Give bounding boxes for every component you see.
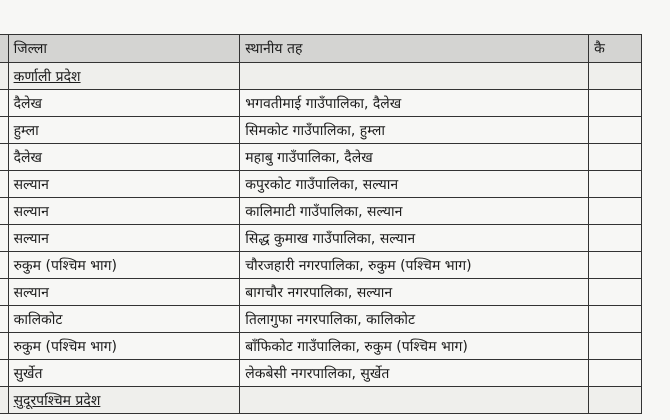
local-level-table (0, 34, 642, 414)
local-level-cell: सिद्ध कुमाख गाउँपालिका, सल्यान (240, 225, 589, 252)
district-cell: कालिकोट (8, 306, 240, 333)
row-number (0, 171, 8, 198)
row-number (0, 387, 8, 414)
table-row (0, 225, 642, 252)
district-cell: सल्यान (8, 171, 240, 198)
district-cell: दैलेख (8, 90, 240, 117)
district-cell: सल्यान (8, 198, 240, 225)
extra-cell (589, 306, 642, 333)
extra-cell (589, 279, 642, 306)
table-row (0, 198, 642, 225)
local-level-cell: सिमकोट गाउँपालिका, हुम्ला (240, 117, 589, 144)
table-row (0, 333, 642, 360)
district-cell: सल्यान (8, 225, 240, 252)
table-row (0, 279, 642, 306)
extra-cell (589, 63, 642, 90)
row-number (0, 90, 8, 117)
district-cell: सल्यान (8, 279, 240, 306)
local-level-cell: तिलागुफा नगरपालिका, कालिकोट (240, 306, 589, 333)
row-number (0, 279, 8, 306)
extra-cell (589, 198, 642, 225)
local-level-cell: बागचौर नगरपालिका, सल्यान (240, 279, 589, 306)
local-level-cell: बाँफिकोट गाउँपालिका, रुकुम (पश्चिम भाग) (240, 333, 589, 360)
header-district: जिल्ला (8, 35, 240, 63)
table-row (0, 252, 642, 279)
row-number (0, 144, 8, 171)
district-cell: रुकुम (पश्चिम भाग) (8, 333, 240, 360)
table-row (0, 90, 642, 117)
extra-cell (589, 387, 642, 414)
table-row (0, 171, 642, 198)
province-row (0, 387, 642, 414)
header-number (0, 35, 8, 63)
extra-cell (589, 225, 642, 252)
row-number (0, 225, 8, 252)
district-cell (8, 387, 240, 414)
local-level-cell: भगवतीमाई गाउँपालिका, दैलेख (240, 90, 589, 117)
province-row (0, 63, 642, 90)
local-level-cell (240, 387, 589, 414)
row-number (0, 198, 8, 225)
local-level-cell: कालिमाटी गाउँपालिका, सल्यान (240, 198, 589, 225)
district-cell: रुकुम (पश्चिम भाग) (8, 252, 240, 279)
header-local-level: स्थानीय तह (240, 35, 589, 63)
local-level-cell: कपुरकोट गाउँपालिका, सल्यान (240, 171, 589, 198)
extra-cell (589, 333, 642, 360)
local-level-cell: लेकबेसी नगरपालिका, सुर्खेत (240, 360, 589, 387)
table-header-row (0, 35, 642, 63)
local-level-cell: महाबु गाउँपालिका, दैलेख (240, 144, 589, 171)
row-number (0, 117, 8, 144)
district-cell: सुर्खेत (8, 360, 240, 387)
province-name: सुदूरपश्चिम प्रदेश (13, 392, 101, 409)
extra-cell (589, 144, 642, 171)
table-row (0, 117, 642, 144)
extra-cell (589, 90, 642, 117)
row-number (0, 252, 8, 279)
extra-cell (589, 117, 642, 144)
district-cell: हुम्ला (8, 117, 240, 144)
province-name: कर्णाली प्रदेश (13, 68, 81, 85)
row-number (0, 63, 8, 90)
table-row (0, 306, 642, 333)
district-cell (8, 63, 240, 90)
extra-cell (589, 252, 642, 279)
table-row (0, 360, 642, 387)
table-row (0, 144, 642, 171)
extra-cell (589, 171, 642, 198)
row-number (0, 306, 8, 333)
extra-cell (589, 360, 642, 387)
header-extra: कै (589, 35, 642, 63)
district-cell: दैलेख (8, 144, 240, 171)
local-level-cell: चौरजहारी नगरपालिका, रुकुम (पश्चिम भाग) (240, 252, 589, 279)
row-number (0, 360, 8, 387)
local-level-cell (240, 63, 589, 90)
row-number (0, 333, 8, 360)
